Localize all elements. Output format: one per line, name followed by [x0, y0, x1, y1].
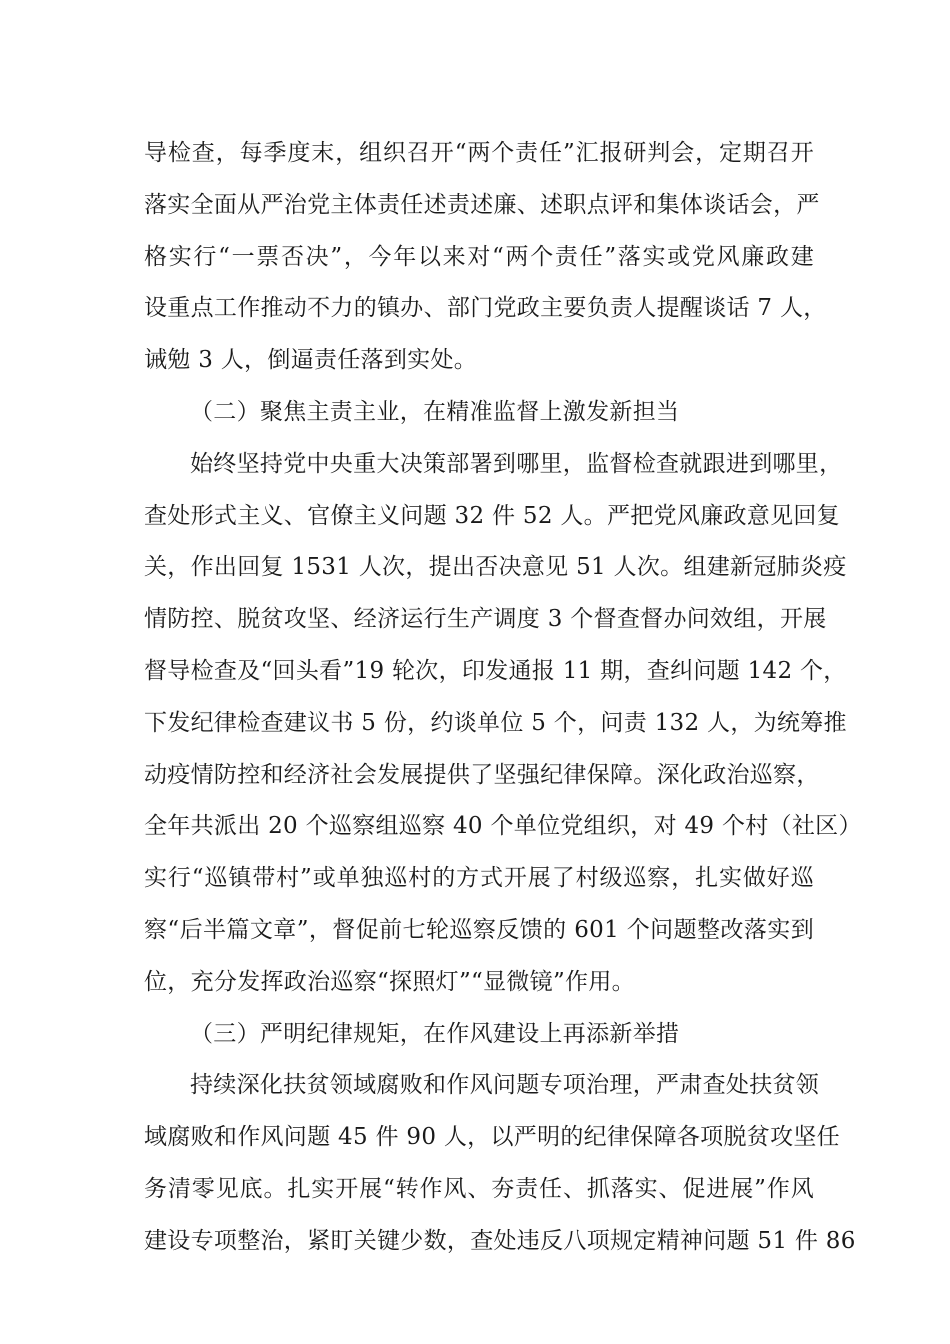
- text-line: 全年共派出 20 个巡察组巡察 40 个单位党组织，对 49 个村（社区）: [144, 813, 862, 840]
- text-line: 察“后半篇文章”，督促前七轮巡察反馈的 601 个问题整改落实到: [144, 916, 814, 943]
- text-line: 实行“巡镇带村”或单独巡村的方式开展了村级巡察，扎实做好巡: [144, 865, 814, 892]
- text-line: 落实全面从严治党主体责任述责述廉、述职点评和集体谈话会，严: [144, 191, 820, 218]
- text-line: 导检查，每季度末，组织召开“两个责任”汇报研判会，定期召开: [144, 140, 814, 166]
- text-line: 域腐败和作风问题 45 件 90 人，以严明的纪律保障各项脱贫攻坚任: [144, 1124, 840, 1151]
- body-text: [144, 128, 862, 1268]
- text-line: 情防控、脱贫攻坚、经济运行生产调度 3 个督查督办问效组，开展: [144, 606, 827, 633]
- paragraph-start-line: 持续深化扶贫领域腐败和作风问题专项治理，严肃查处扶贫领: [190, 1072, 820, 1099]
- text-line: 查处形式主义、官僚主义问题 32 件 52 人。严把党风廉政意见回复: [144, 502, 840, 529]
- text-line: 务清零见底。扎实开展“转作风、夯责任、抓落实、促进展”作风: [144, 1175, 814, 1202]
- text-line: 位，充分发挥政治巡察“探照灯”“显微镜”作用。: [144, 968, 635, 995]
- text-line: 关，作出回复 1531 人次，提出否决意见 51 人次。组建新冠肺炎疫: [144, 554, 847, 581]
- text-line: 设重点工作推动不力的镇办、部门党政主要负责人提醒谈话 7 人，: [144, 295, 827, 322]
- text-line: 督导检查及“回头看”19 轮次，印发通报 11 期，查纠问题 142 个，: [144, 657, 847, 684]
- section-heading-2: （二）聚焦主责主业，在精准监督上激发新担当: [190, 398, 680, 425]
- text-line: 动疫情防控和经济社会发展提供了坚强纪律保障。深化政治巡察，: [144, 761, 820, 788]
- text-line: 格实行“一票否决”，今年以来对“两个责任”落实或党风廉政建: [144, 243, 814, 270]
- paragraph-start-line: 始终坚持党中央重大决策部署到哪里，监督检查就跟进到哪里，: [190, 450, 843, 477]
- section-heading-3: （三）严明纪律规矩，在作风建设上再添新举措: [190, 1020, 680, 1047]
- text-line: 下发纪律检查建议书 5 份，约谈单位 5 个，问责 132 人，为统筹推: [144, 709, 847, 736]
- text-line: 建设专项整治，紧盯关键少数，查处违反八项规定精神问题 51 件 86: [144, 1227, 856, 1254]
- text-line: 诫勉 3 人，倒逼责任落到实处。: [144, 347, 478, 374]
